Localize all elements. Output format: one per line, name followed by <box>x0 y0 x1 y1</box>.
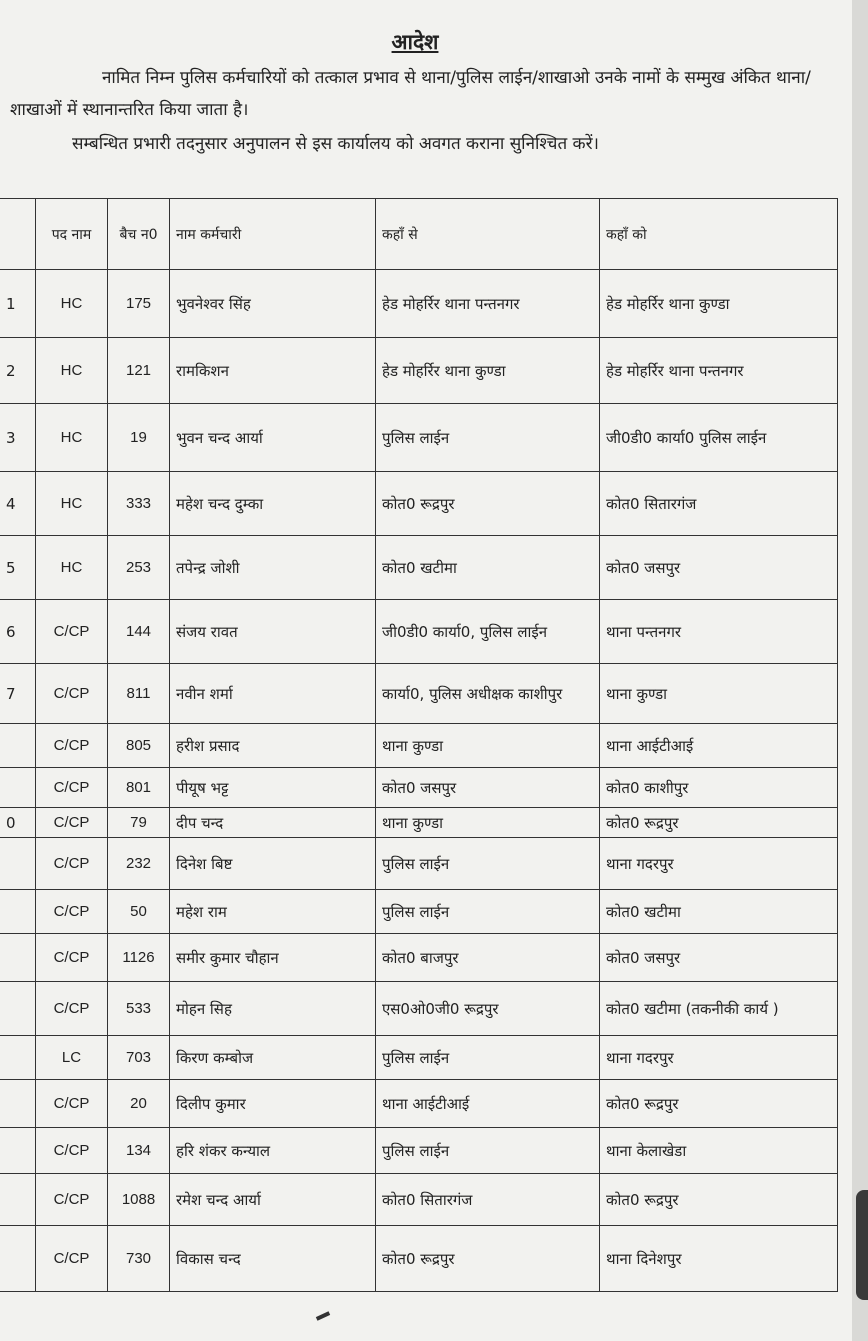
row-serial <box>0 1226 36 1292</box>
header-rank: पद नाम <box>36 199 108 270</box>
row-employee-name: दिलीप कुमार <box>170 1080 376 1128</box>
row-serial <box>0 890 36 934</box>
row-employee-name: रामकिशन <box>170 338 376 404</box>
row-from-location: पुलिस लाईन <box>376 890 600 934</box>
order-paragraph-1: नामित निम्न पुलिस कर्मचारियों को तत्काल प्रभाव से थाना/पुलिस लाईन/शाखाओ उनके नामों के सम्मुख अंकित थाना/शाखाओं में स्थानान्तरित किया जाता है। <box>10 68 811 120</box>
row-to-location: हेड मोहर्रिर थाना पन्तनगर <box>600 338 838 404</box>
transfer-table <box>0 198 838 1292</box>
row-serial <box>0 768 36 808</box>
row-from-location: पुलिस लाईन <box>376 1036 600 1080</box>
row-to-location: कोत0 रूद्रपुर <box>600 1080 838 1128</box>
row-belt-no: 79 <box>108 808 170 838</box>
row-from-location: थाना कुण्डा <box>376 724 600 768</box>
row-to-location: थाना गदरपुर <box>600 1036 838 1080</box>
row-employee-name: नवीन शर्मा <box>170 664 376 724</box>
header-from: कहाँ से <box>376 199 600 270</box>
row-serial: 6 <box>0 600 36 664</box>
row-from-location: कोत0 जसपुर <box>376 768 600 808</box>
row-serial <box>0 1036 36 1080</box>
row-serial: 2 <box>0 338 36 404</box>
row-serial: 7 <box>0 664 36 724</box>
table-row <box>0 338 838 404</box>
table-row <box>0 808 838 838</box>
row-serial <box>0 982 36 1036</box>
row-rank: C/CP <box>36 982 108 1036</box>
row-rank: HC <box>36 472 108 536</box>
row-employee-name: दिनेश बिष्ट <box>170 838 376 890</box>
row-from-location: थाना कुण्डा <box>376 808 600 838</box>
pen-mark <box>316 1311 330 1321</box>
row-belt-no: 50 <box>108 890 170 934</box>
row-rank: HC <box>36 338 108 404</box>
row-belt-no: 175 <box>108 270 170 338</box>
document-title: आदेश <box>391 30 439 54</box>
row-belt-no: 703 <box>108 1036 170 1080</box>
order-paragraph-2: सम्बन्धित प्रभारी तदनुसार अनुपालन से इस कार्यालय को अवगत कराना सुनिश्चित करें। <box>72 134 599 154</box>
table-row <box>0 1174 838 1226</box>
row-rank: C/CP <box>36 664 108 724</box>
row-rank: C/CP <box>36 1128 108 1174</box>
row-belt-no: 1088 <box>108 1174 170 1226</box>
row-rank: C/CP <box>36 890 108 934</box>
row-rank: HC <box>36 404 108 472</box>
row-serial <box>0 934 36 982</box>
row-to-location: कोत0 रूद्रपुर <box>600 808 838 838</box>
row-belt-no: 1126 <box>108 934 170 982</box>
row-to-location: कोत0 सितारगंज <box>600 472 838 536</box>
row-to-location: कोत0 काशीपुर <box>600 768 838 808</box>
row-belt-no: 20 <box>108 1080 170 1128</box>
row-employee-name: मोहन सिह <box>170 982 376 1036</box>
table-row <box>0 270 838 338</box>
table-row <box>0 890 838 934</box>
row-from-location: कोत0 रूद्रपुर <box>376 472 600 536</box>
row-employee-name: विकास चन्द <box>170 1226 376 1292</box>
table-row <box>0 404 838 472</box>
header-to: कहाँ को <box>600 199 838 270</box>
row-belt-no: 121 <box>108 338 170 404</box>
row-serial <box>0 838 36 890</box>
row-from-location: कोत0 खटीमा <box>376 536 600 600</box>
row-employee-name: महेश चन्द दुम्का <box>170 472 376 536</box>
row-belt-no: 805 <box>108 724 170 768</box>
row-from-location: कार्या0, पुलिस अधीक्षक काशीपुर <box>376 664 600 724</box>
row-rank: C/CP <box>36 838 108 890</box>
row-serial <box>0 1174 36 1226</box>
row-rank: C/CP <box>36 1080 108 1128</box>
row-belt-no: 253 <box>108 536 170 600</box>
row-from-location: थाना आईटीआई <box>376 1080 600 1128</box>
row-rank: C/CP <box>36 934 108 982</box>
row-employee-name: रमेश चन्द आर्या <box>170 1174 376 1226</box>
row-from-location: पुलिस लाईन <box>376 1128 600 1174</box>
page-edge <box>852 0 868 1341</box>
header-belt-no: बैच न0 <box>108 199 170 270</box>
row-from-location: पुलिस लाईन <box>376 838 600 890</box>
row-belt-no: 811 <box>108 664 170 724</box>
table-row <box>0 664 838 724</box>
row-rank: C/CP <box>36 768 108 808</box>
row-from-location: पुलिस लाईन <box>376 404 600 472</box>
row-to-location: थाना पन्तनगर <box>600 600 838 664</box>
row-belt-no: 730 <box>108 1226 170 1292</box>
header-serial <box>0 199 36 270</box>
table-row <box>0 536 838 600</box>
row-to-location: थाना कुण्डा <box>600 664 838 724</box>
row-to-location: कोत0 खटीमा (तकनीकी कार्य ) <box>600 982 838 1036</box>
row-serial: 0 <box>0 808 36 838</box>
row-from-location: एस0ओ0जी0 रूद्रपुर <box>376 982 600 1036</box>
table-row <box>0 472 838 536</box>
row-employee-name: हरीश प्रसाद <box>170 724 376 768</box>
row-from-location: कोत0 रूद्रपुर <box>376 1226 600 1292</box>
table-row <box>0 1128 838 1174</box>
table-row <box>0 724 838 768</box>
table-row <box>0 600 838 664</box>
row-rank: LC <box>36 1036 108 1080</box>
table-row <box>0 768 838 808</box>
row-to-location: जी0डी0 कार्या0 पुलिस लाईन <box>600 404 838 472</box>
row-serial <box>0 724 36 768</box>
row-belt-no: 232 <box>108 838 170 890</box>
row-belt-no: 533 <box>108 982 170 1036</box>
row-serial: 4 <box>0 472 36 536</box>
table-row <box>0 982 838 1036</box>
row-employee-name: किरण कम्बोज <box>170 1036 376 1080</box>
table-header-row <box>0 199 838 270</box>
row-belt-no: 144 <box>108 600 170 664</box>
row-rank: C/CP <box>36 600 108 664</box>
row-to-location: कोत0 जसपुर <box>600 536 838 600</box>
row-to-location: हेड मोहर्रिर थाना कुण्डा <box>600 270 838 338</box>
table-row <box>0 1226 838 1292</box>
row-employee-name: भुवन चन्द आर्या <box>170 404 376 472</box>
row-to-location: थाना केलाखेडा <box>600 1128 838 1174</box>
row-to-location: थाना आईटीआई <box>600 724 838 768</box>
row-serial: 5 <box>0 536 36 600</box>
row-from-location: कोत0 सितारगंज <box>376 1174 600 1226</box>
row-from-location: कोत0 बाजपुर <box>376 934 600 982</box>
row-to-location: कोत0 जसपुर <box>600 934 838 982</box>
row-rank: C/CP <box>36 724 108 768</box>
row-employee-name: महेश राम <box>170 890 376 934</box>
row-rank: C/CP <box>36 1226 108 1292</box>
table-row <box>0 934 838 982</box>
row-employee-name: भुवनेश्वर सिंह <box>170 270 376 338</box>
row-employee-name: तपेन्द्र जोशी <box>170 536 376 600</box>
row-belt-no: 134 <box>108 1128 170 1174</box>
row-employee-name: पीयूष भट्ट <box>170 768 376 808</box>
table-row <box>0 838 838 890</box>
header-name: नाम कर्मचारी <box>170 199 376 270</box>
row-serial <box>0 1080 36 1128</box>
row-from-location: जी0डी0 कार्या0, पुलिस लाईन <box>376 600 600 664</box>
row-belt-no: 19 <box>108 404 170 472</box>
row-from-location: हेड मोहर्रिर थाना कुण्डा <box>376 338 600 404</box>
table-row <box>0 1080 838 1128</box>
table-row <box>0 1036 838 1080</box>
row-to-location: कोत0 रूद्रपुर <box>600 1174 838 1226</box>
row-from-location: हेड मोहर्रिर थाना पन्तनगर <box>376 270 600 338</box>
row-employee-name: दीप चन्द <box>170 808 376 838</box>
row-rank: C/CP <box>36 1174 108 1226</box>
row-to-location: कोत0 खटीमा <box>600 890 838 934</box>
row-employee-name: समीर कुमार चौहान <box>170 934 376 982</box>
row-employee-name: हरि शंकर कन्याल <box>170 1128 376 1174</box>
row-rank: HC <box>36 270 108 338</box>
row-serial: 3 <box>0 404 36 472</box>
row-serial: 1 <box>0 270 36 338</box>
row-rank: HC <box>36 536 108 600</box>
row-employee-name: संजय रावत <box>170 600 376 664</box>
row-belt-no: 801 <box>108 768 170 808</box>
row-to-location: थाना दिनेशपुर <box>600 1226 838 1292</box>
row-serial <box>0 1128 36 1174</box>
row-belt-no: 333 <box>108 472 170 536</box>
row-rank: C/CP <box>36 808 108 838</box>
row-to-location: थाना गदरपुर <box>600 838 838 890</box>
scroll-handle[interactable] <box>856 1190 868 1300</box>
